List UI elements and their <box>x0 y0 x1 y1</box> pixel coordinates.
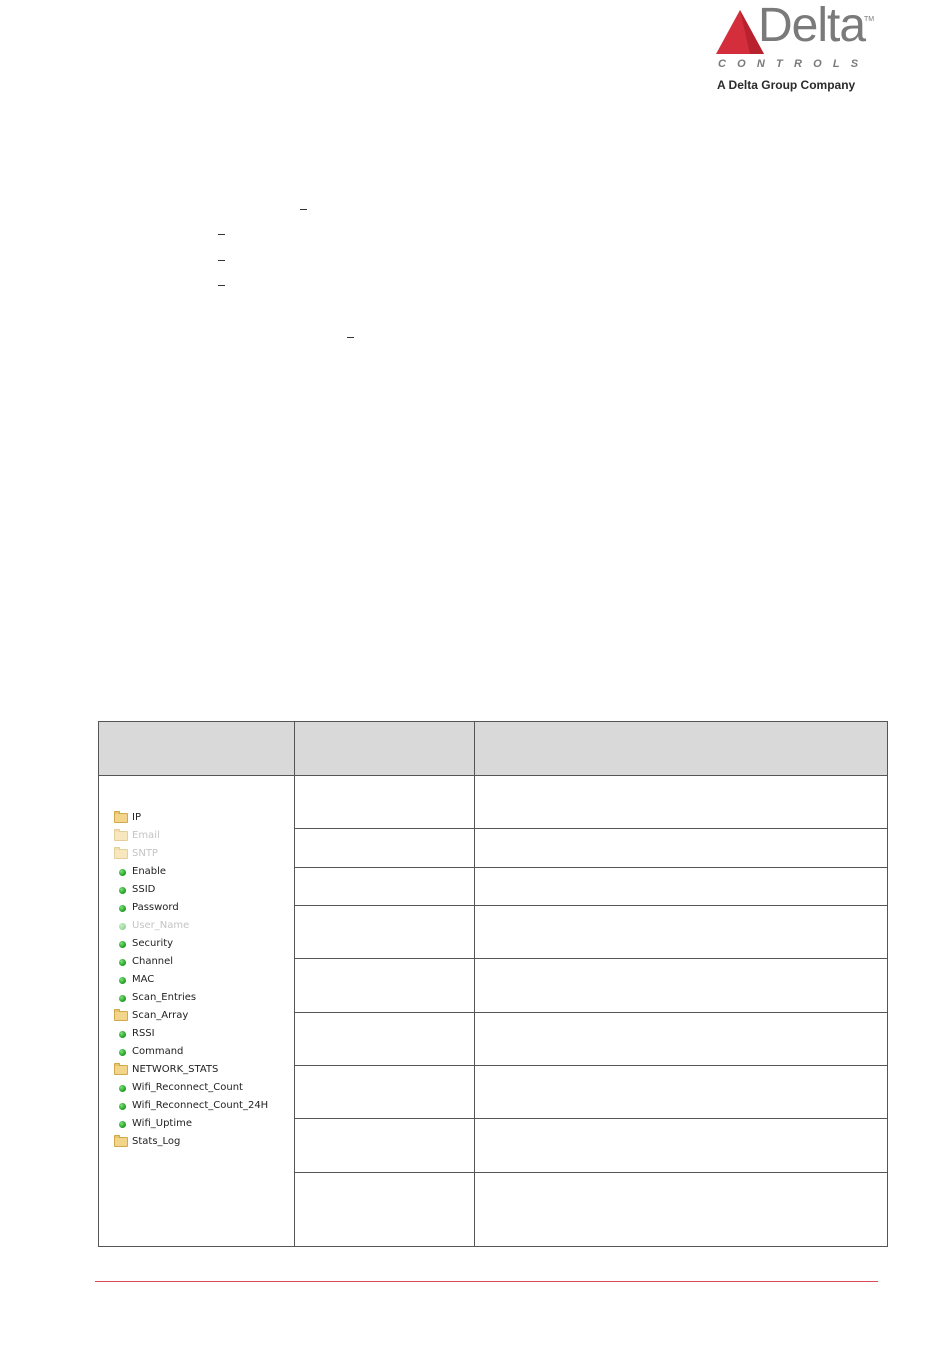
row-divider <box>295 1012 887 1013</box>
tree-item-user-name[interactable] <box>119 917 189 935</box>
delta-triangle-icon <box>716 10 764 54</box>
status-dot-icon <box>119 1031 126 1038</box>
folder-icon <box>114 813 128 823</box>
row-divider <box>295 1172 887 1173</box>
trademark-symbol: TM <box>864 16 875 23</box>
status-dot-icon <box>119 1049 126 1056</box>
column-divider <box>294 722 295 1246</box>
underline-mark <box>300 209 307 210</box>
tree-item-email[interactable] <box>114 827 160 845</box>
tree-item-wifi-reconnect-count-24h[interactable] <box>119 1097 268 1115</box>
tree-item-wifi-uptime[interactable] <box>119 1115 192 1133</box>
status-dot-icon <box>119 905 126 912</box>
tree-item-label: Wifi_Reconnect_Count <box>132 1082 243 1093</box>
status-dot-icon <box>119 977 126 984</box>
table-header-row <box>99 722 887 776</box>
tree-item-label: SNTP <box>132 848 158 859</box>
tree-item-enable[interactable] <box>119 863 166 881</box>
folder-icon <box>114 849 128 859</box>
tree-item-label: IP <box>132 812 141 823</box>
row-divider <box>295 1118 887 1119</box>
tree-item-label: RSSI <box>132 1028 155 1039</box>
delta-controls-logo <box>712 0 875 94</box>
underline-mark <box>218 234 225 235</box>
underline-mark <box>218 260 225 261</box>
tree-item-ssid[interactable] <box>119 881 155 899</box>
row-divider <box>295 958 887 959</box>
tree-item-label: Wifi_Uptime <box>132 1118 193 1129</box>
row-divider <box>295 867 887 868</box>
tree-item-label: Email <box>132 830 160 841</box>
tree-item-sntp[interactable] <box>114 845 158 863</box>
logo-subtitle: CONTROLS <box>718 58 870 70</box>
row-divider <box>295 1065 887 1066</box>
status-dot-icon <box>119 941 126 948</box>
tree-item-label: MAC <box>132 974 155 985</box>
tree-item-rssi[interactable] <box>119 1025 155 1043</box>
tree-item-label: Stats_Log <box>132 1136 181 1147</box>
tree-item-password[interactable] <box>119 899 179 917</box>
tree-item-command[interactable] <box>119 1043 183 1061</box>
tree-item-scan-entries[interactable] <box>119 989 196 1007</box>
folder-icon <box>114 1011 128 1021</box>
tree-item-label: NETWORK_STATS <box>132 1064 219 1075</box>
folder-icon <box>114 1137 128 1147</box>
tree-item-mac[interactable] <box>119 971 154 989</box>
status-dot-icon <box>119 869 126 876</box>
tree-item-ip[interactable] <box>114 809 141 827</box>
tree-item-label: Password <box>132 902 179 913</box>
object-tree-table <box>98 721 888 1247</box>
tree-item-label: Channel <box>132 956 174 967</box>
tree-item-label: Security <box>132 938 174 949</box>
tree-item-label: User_Name <box>132 920 190 931</box>
status-dot-icon <box>119 1085 126 1092</box>
row-divider <box>295 828 887 829</box>
status-dot-icon <box>119 887 126 894</box>
logo-wordmark: Delta <box>758 0 866 52</box>
footer-rule <box>95 1281 878 1282</box>
folder-icon <box>114 831 128 841</box>
tree-item-label: Enable <box>132 866 167 877</box>
folder-icon <box>114 1065 128 1075</box>
tree-item-label: Wifi_Reconnect_Count_24H <box>132 1100 269 1111</box>
tree-item-label: SSID <box>132 884 156 895</box>
status-dot-icon <box>119 923 126 930</box>
underline-mark <box>347 337 354 338</box>
tree-item-label: Scan_Entries <box>132 992 197 1003</box>
status-dot-icon <box>119 1121 126 1128</box>
status-dot-icon <box>119 1103 126 1110</box>
underline-mark <box>218 285 225 286</box>
status-dot-icon <box>119 995 126 1002</box>
tree-item-scan-array[interactable] <box>114 1007 188 1025</box>
tree-item-wifi-reconnect-count[interactable] <box>119 1079 243 1097</box>
status-dot-icon <box>119 959 126 966</box>
column-divider <box>474 722 475 1246</box>
tree-item-network-stats[interactable] <box>114 1061 218 1079</box>
tree-item-label: Scan_Array <box>132 1010 189 1021</box>
tree-item-label: Command <box>132 1046 184 1057</box>
tree-item-security[interactable] <box>119 935 173 953</box>
row-divider <box>295 905 887 906</box>
tree-item-stats-log[interactable] <box>114 1133 180 1151</box>
logo-tagline: A Delta Group Company <box>717 78 856 92</box>
tree-item-channel[interactable] <box>119 953 173 971</box>
